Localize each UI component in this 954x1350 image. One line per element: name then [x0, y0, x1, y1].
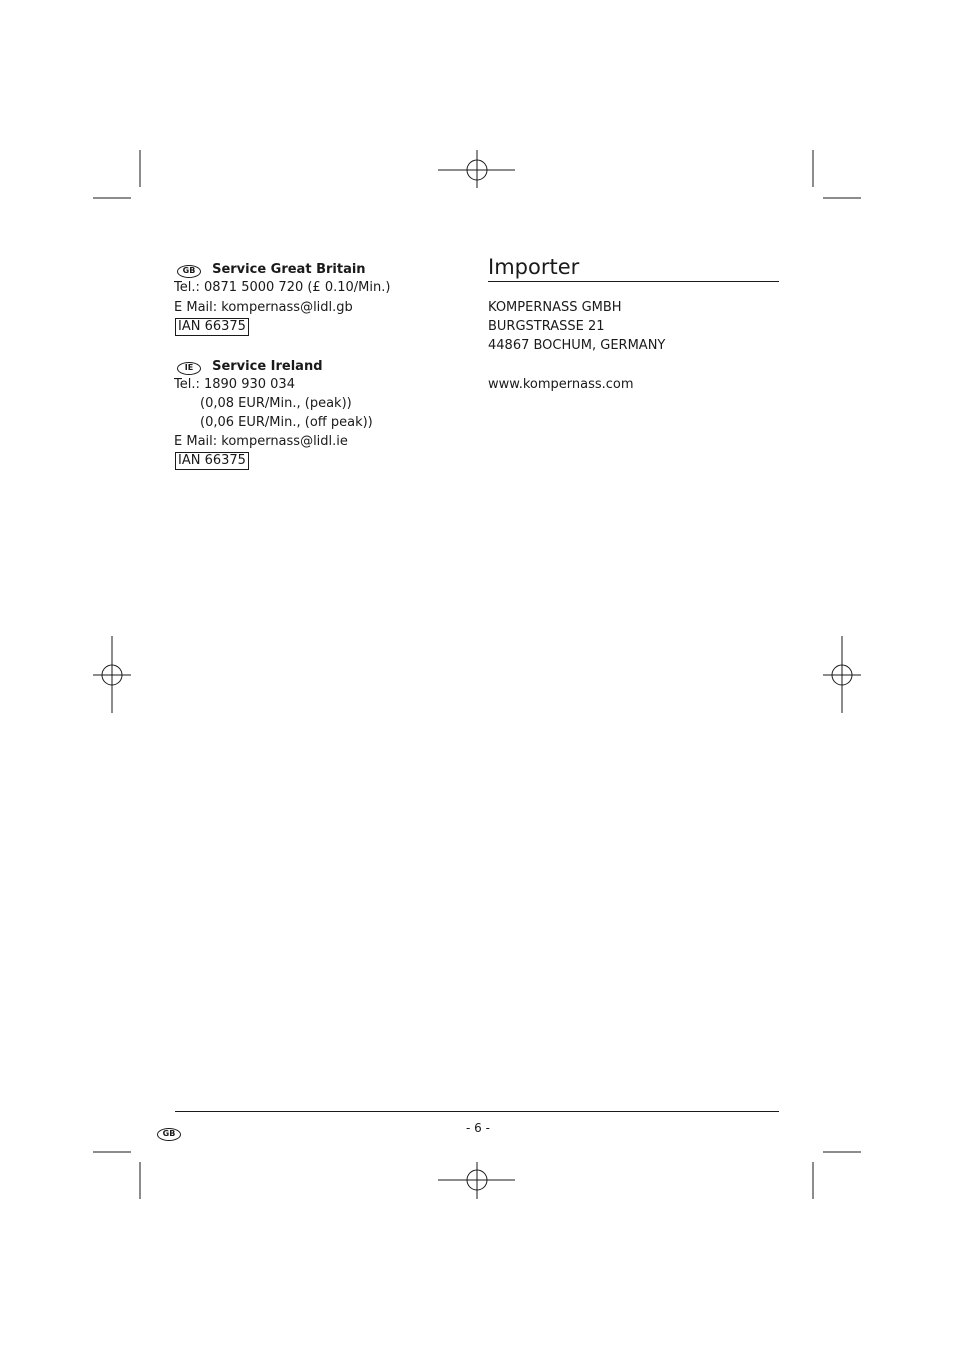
service-ie-rate-peak: (0,08 EUR/Min., (peak)): [200, 396, 352, 411]
page-number: - 6 -: [466, 1121, 490, 1135]
importer-street: BURGSTRASSE 21: [488, 319, 605, 334]
service-ie-title: Service Ireland: [212, 359, 323, 374]
importer-city: 44867 BOCHUM, GERMANY: [488, 338, 666, 353]
importer-heading-rule: [488, 281, 779, 282]
service-ie-rate-offpeak: (0,06 EUR/Min., (off peak)): [200, 415, 373, 430]
ie-country-badge: IE: [177, 362, 201, 375]
service-ie-email: E Mail: kompernass@lidl.ie: [174, 434, 348, 449]
gb-country-badge: GB: [177, 265, 201, 278]
service-gb-heading: [177, 258, 366, 279]
importer-company: KOMPERNASS GMBH: [488, 300, 622, 315]
service-gb-ian: IAN 66375: [175, 318, 249, 336]
registration-mark-left: [93, 636, 131, 713]
importer-website: www.kompernass.com: [488, 377, 634, 392]
service-ie-tel: Tel.: 1890 930 034: [174, 377, 295, 392]
service-gb-tel: Tel.: 0871 5000 720 (£ 0.10/Min.): [174, 280, 391, 295]
registration-mark-bottom: [438, 1162, 515, 1199]
importer-heading: Importer: [488, 255, 580, 279]
service-gb-title: Service Great Britain: [212, 262, 366, 277]
service-gb-email: E Mail: kompernass@lidl.gb: [174, 300, 353, 315]
footer-rule: [175, 1111, 779, 1112]
registration-mark-top: [438, 150, 515, 188]
footer-badge-wrap: [157, 1121, 181, 1141]
registration-mark-right: [823, 636, 861, 713]
service-ie-ian: IAN 66375: [175, 452, 249, 470]
service-ie-heading: [177, 355, 323, 376]
footer-gb-badge: GB: [157, 1128, 181, 1141]
